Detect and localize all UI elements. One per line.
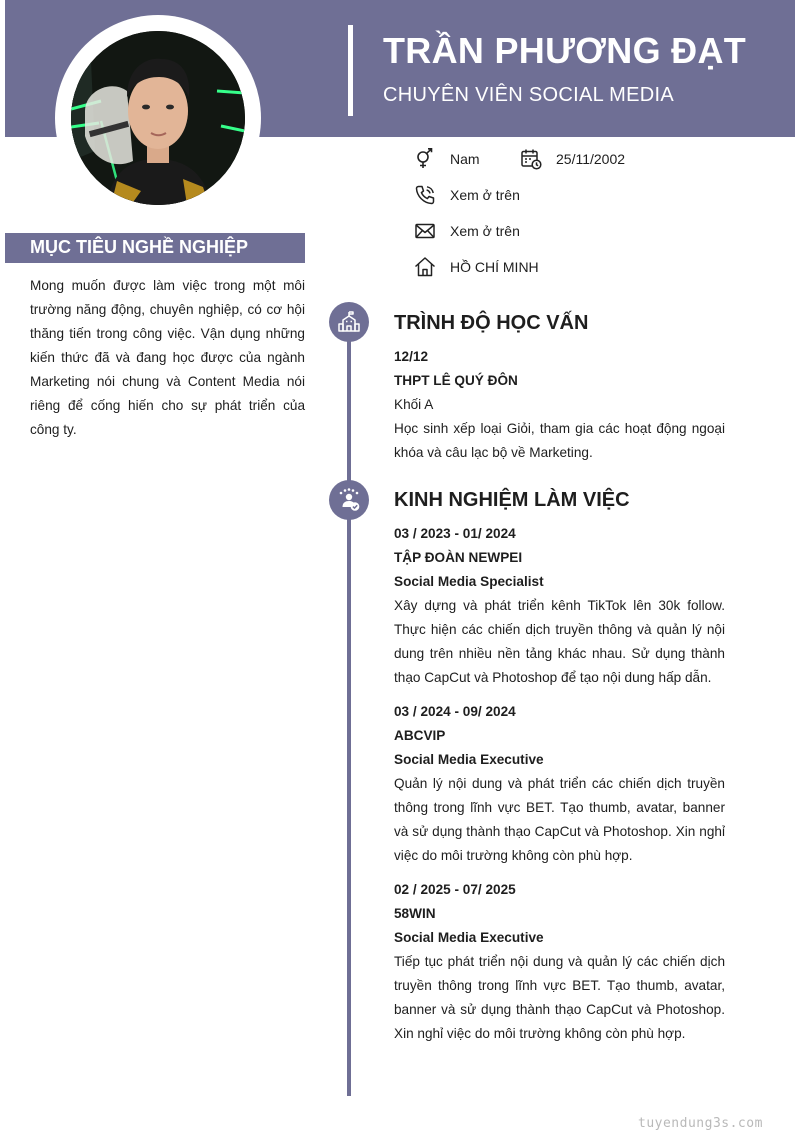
- mail-icon: [414, 220, 436, 242]
- job-title: CHUYÊN VIÊN SOCIAL MEDIA: [383, 84, 674, 106]
- job-company: 58WIN: [394, 906, 436, 921]
- contact-email: [414, 220, 520, 242]
- job-role: Social Media Specialist: [394, 574, 544, 589]
- school-icon: [329, 302, 369, 342]
- job-period: 03 / 2023 - 01/ 2024: [394, 526, 516, 541]
- team-icon: [329, 480, 369, 520]
- contact-address: [414, 256, 539, 278]
- objective-text: Mong muốn được làm việc trong một môi trường năng động, chuyên nghiệp, có cơ hội thăng tiến trong công việc. Vận dụng những kiến thức đã và đang học được của ngành Marketing nói chung và Content Media nói riêng để cống hiến cho sự phát triển của công ty.: [30, 278, 305, 437]
- education-period: 12/12: [394, 349, 429, 364]
- job-description: Xây dựng và phát triển kênh TikTok lên 30k follow. Thực hiện các chiến dịch truyền thông và quản lý nội dung trên nhiều nền tảng khác nhau. Sử dụng thành thạo CapCut và Photoshop để tạo nội dung hấp dẫn.: [394, 598, 725, 685]
- experience-title: KINH NGHIỆM LÀM VIỆC: [394, 489, 630, 511]
- phone-icon: [414, 184, 436, 206]
- contact-birthday: [520, 148, 625, 170]
- watermark: tuyendung3s.com: [638, 1116, 763, 1131]
- gender-value: Nam: [450, 151, 480, 167]
- header-divider: [348, 25, 353, 116]
- objective-title: MỤC TIÊU NGHỀ NGHIỆP: [30, 237, 249, 257]
- job-company: ABCVIP: [394, 728, 446, 743]
- education-description: Học sinh xếp loại Giỏi, tham gia các hoạt động ngoại khóa và câu lạc bộ về Marketing.: [394, 421, 725, 460]
- phone-value: Xem ở trên: [450, 187, 520, 203]
- home-icon: [414, 256, 436, 278]
- contact-gender: [414, 148, 480, 170]
- email-value: Xem ở trên: [450, 223, 520, 239]
- gender-icon: [414, 148, 436, 170]
- job-period: 02 / 2025 - 07/ 2025: [394, 882, 516, 897]
- job-role: Social Media Executive: [394, 930, 544, 945]
- education-school: THPT LÊ QUÝ ĐÔN: [394, 373, 518, 388]
- job-period: 03 / 2024 - 09/ 2024: [394, 704, 516, 719]
- calendar-icon: [520, 148, 542, 170]
- birthday-value: 25/11/2002: [556, 151, 626, 167]
- education-title: TRÌNH ĐỘ HỌC VẤN: [394, 312, 589, 334]
- avatar: [71, 31, 245, 205]
- candidate-name: TRẦN PHƯƠNG ĐẠT: [383, 30, 747, 71]
- job-company: TẬP ĐOÀN NEWPEI: [394, 550, 523, 565]
- avatar-photo: [71, 31, 245, 205]
- address-value: HỒ CHÍ MINH: [450, 259, 539, 275]
- education-track: Khối A: [394, 397, 434, 412]
- timeline-line: [347, 320, 351, 1096]
- job-role: Social Media Executive: [394, 752, 544, 767]
- contact-phone: [414, 184, 520, 206]
- job-description: Quản lý nội dung và phát triển các chiến dịch truyền thông trong lĩnh vực BET. Tạo thumb, avatar, banner và sử dụng thành thạo CapCut và Photoshop. Xin nghỉ việc do môi trường không còn phù hợp.: [394, 776, 725, 863]
- job-description: Tiếp tục phát triển nội dung và quản lý các chiến dịch truyền thông trong lĩnh vực BET. Tạo thumb, avatar, banner và sử dụng thành thạo CapCut và Photoshop. Xin nghỉ việc do môi trường không còn phù hợp.: [394, 954, 725, 1041]
